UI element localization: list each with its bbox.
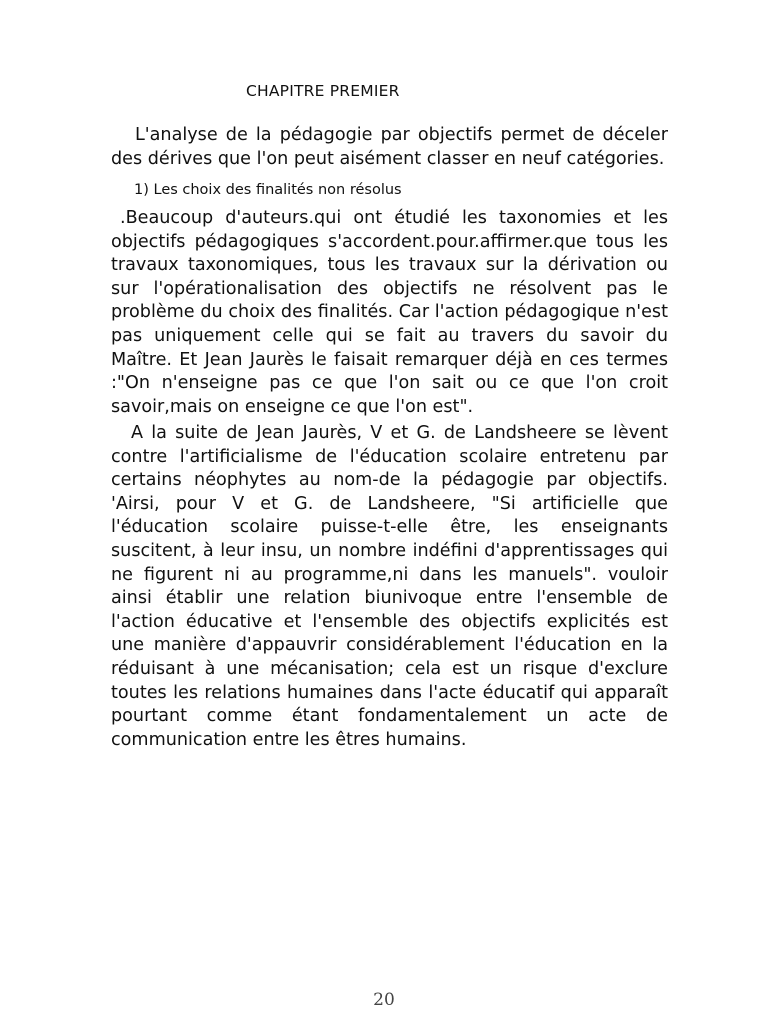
body-paragraph-2: A la suite de Jean Jaurès, V et G. de Landsheere se lèvent contre l'artificialisme de l'éducation scolaire entretenu par certains néophytes au nom-de la pédagogie par objectifs. 'Airsi, pour V et G. de Landsheere, "Si artificielle que l'éducation scolaire puisse-t-elle être, les enseignants suscitent, à leur insu, un nombre indéfini d'apprentissages qui ne figurent ni au programme,ni dans les manuels". vouloir ainsi établir une relation biunivoque entre l'ensemble de l'action éducative et l'ensemble des objectifs explicités est une manière d'appauvrir considérablement l'éducation en la réduisant à une mécanisation; cela est un risque d'exclure toutes les relations humaines dans l'acte éducatif qui apparaît pourtant comme étant fondamentalement un acte de communication entre les êtres humains. [111,423,668,750]
body-paragraph-1: .Beaucoup d'auteurs.qui ont étudié les taxonomies et les objectifs pédagogiques s'accordent.pour.affirmer.que tous les travaux taxonomiques, tous les travaux sur la dérivation ou sur l'opérationalisation des objectifs ne résolvent pas le problème du choix des finalités. Car l'action pédagogique n'est pas uniquement celle qui se fait au travers du savoir du Maître. Et Jean Jaurès le faisait remarquer déjà en ces termes :"On n'enseigne pas ce que l'on sait ou ce que l'on croit savoir,mais on enseigne ce que l'on est". [111,208,668,417]
section-heading: 1) Les choix des finalités non résolus [134,182,402,198]
chapter-title: CHAPITRE PREMIER [246,82,400,100]
page-number: 20 [373,990,395,1010]
intro-paragraph: L'analyse de la pédagogie par objectifs permet de déceler des dérives que l'on peut aisément classer en neuf catégories. [111,125,668,169]
